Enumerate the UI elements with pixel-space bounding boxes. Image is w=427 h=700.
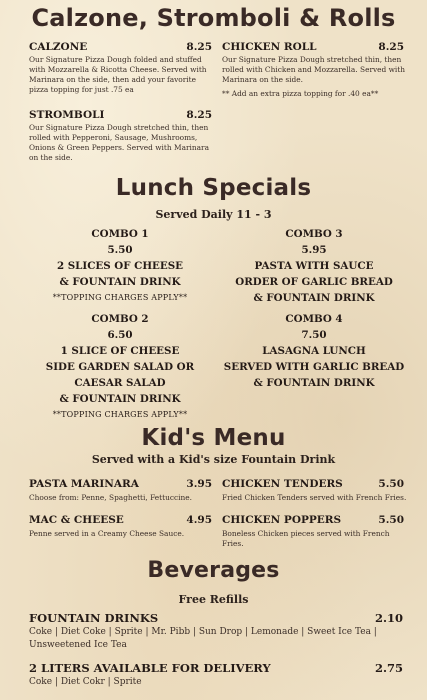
combo-4-line: SERVED WITH GARLIC BREAD [223, 361, 405, 373]
lunch-subtitle: Served Daily 11 - 3 [155, 208, 272, 221]
chicken-tenders-name: CHICKEN TENDERS [222, 478, 343, 490]
combo-3-price: 5.95 [301, 244, 327, 256]
kids-subtitle: Served with a Kid's size Fountain Drink [91, 453, 336, 466]
combo-2 [20, 311, 220, 423]
chicken-roll-name: CHICKEN ROLL [222, 41, 317, 53]
mac-cheese-name: MAC & CHEESE [29, 514, 124, 526]
combo-2-line: 1 SLICE OF CHEESE [60, 345, 180, 357]
stromboli-name: STROMBOLI [29, 109, 105, 121]
lunch-section-title: Lunch Specials [115, 175, 312, 201]
combo-4-line: LASAGNA LUNCH [262, 345, 366, 357]
pasta-marinara-name: PASTA MARINARA [29, 478, 139, 490]
combo-1-name: COMBO 1 [91, 228, 149, 240]
combo-3-line: PASTA WITH SAUCE [254, 260, 374, 272]
mac-cheese-price: 4.95 [186, 514, 212, 526]
combo-2-line: CAESAR SALAD [74, 377, 166, 389]
combo-1-line: 2 SLICES OF CHEESE [56, 260, 184, 272]
two-liters-price: 2.75 [374, 661, 403, 675]
fountain-drinks-price: 2.10 [374, 611, 403, 625]
combo-3-line: ORDER OF GARLIC BREAD [235, 276, 393, 288]
fountain-drinks-list: Coke | Diet Coke | Sprite | Mr. Pibb | Sun Drop | Lemonade | Sweet Ice Tea | Unsweetened Ice Tea [29, 627, 377, 650]
mac-cheese-desc: Penne served in a Creamy Cheese Sauce. [29, 529, 185, 538]
pasta-marinara-price: 3.95 [186, 478, 212, 490]
fountain-drinks-name: FOUNTAIN DRINKS [29, 611, 159, 625]
chicken-tenders-desc: Fried Chicken Tenders served with French Fries. [222, 493, 407, 502]
calzone-desc: Our Signature Pizza Dough folded and stuffed with Mozzarella & Ricotta Cheese. Served with Marinara on the side, then add your favorite pizza topping for just .75 ea [29, 55, 207, 94]
chicken-tenders-price: 5.50 [378, 478, 404, 490]
calzone-name: CALZONE [29, 41, 88, 53]
combo-2-line: & FOUNTAIN DRINK [59, 393, 181, 405]
chicken-poppers-price: 5.50 [378, 514, 404, 526]
chicken-poppers-name: CHICKEN POPPERS [222, 514, 342, 526]
combo-4-name: COMBO 4 [285, 313, 343, 325]
combo-1-line: & FOUNTAIN DRINK [59, 276, 181, 288]
combo-3-name: COMBO 3 [285, 228, 343, 240]
combo-3-line: & FOUNTAIN DRINK [253, 292, 375, 304]
two-liters-list: Coke | Diet Cokr | Sprite [29, 677, 142, 687]
combo-4 [214, 311, 414, 391]
combo-1-note: **TOPPING CHARGES APPLY** [52, 293, 188, 302]
stromboli-price: 8.25 [186, 109, 212, 121]
combo-2-note: **TOPPING CHARGES APPLY** [52, 410, 188, 419]
stromboli-desc: Our Signature Pizza Dough stretched thin, then rolled with Pepperoni, Sausage, Mushrooms, Onions & Green Peppers. Served with Marinara on the side. [29, 123, 209, 162]
beverages-subtitle: Free Refills [178, 593, 249, 606]
combo-4-price: 7.50 [301, 329, 327, 341]
calzone-price: 8.25 [186, 41, 212, 53]
combo-1 [20, 226, 220, 306]
beverages-section-title: Beverages [147, 558, 280, 583]
kids-section-title: Kid's Menu [141, 425, 286, 451]
combo-2-line: SIDE GARDEN SALAD OR [45, 361, 195, 373]
chicken-roll-note: ** Add an extra pizza topping for .40 ea** [222, 89, 379, 98]
chicken-roll-price: 8.25 [378, 41, 404, 53]
combo-1-price: 5.50 [107, 244, 133, 256]
combo-2-name: COMBO 2 [91, 313, 149, 325]
chicken-poppers-desc: Boneless Chicken pieces served with French Fries. [222, 529, 390, 548]
combo-4-line: & FOUNTAIN DRINK [253, 377, 375, 389]
pasta-marinara-desc: Choose from: Penne, Spaghetti, Fettuccine. [29, 493, 192, 502]
two-liters-name: 2 LITERS AVAILABLE FOR DELIVERY [29, 661, 271, 675]
combo-3 [214, 226, 414, 306]
calzone-section-title: Calzone, Stromboli & Rolls [31, 4, 396, 32]
chicken-roll-desc: Our Signature Pizza Dough stretched thin, then rolled with Chicken and Mozzarella. Served with Marinara on the side. [222, 55, 406, 84]
combo-2-price: 6.50 [107, 329, 133, 341]
